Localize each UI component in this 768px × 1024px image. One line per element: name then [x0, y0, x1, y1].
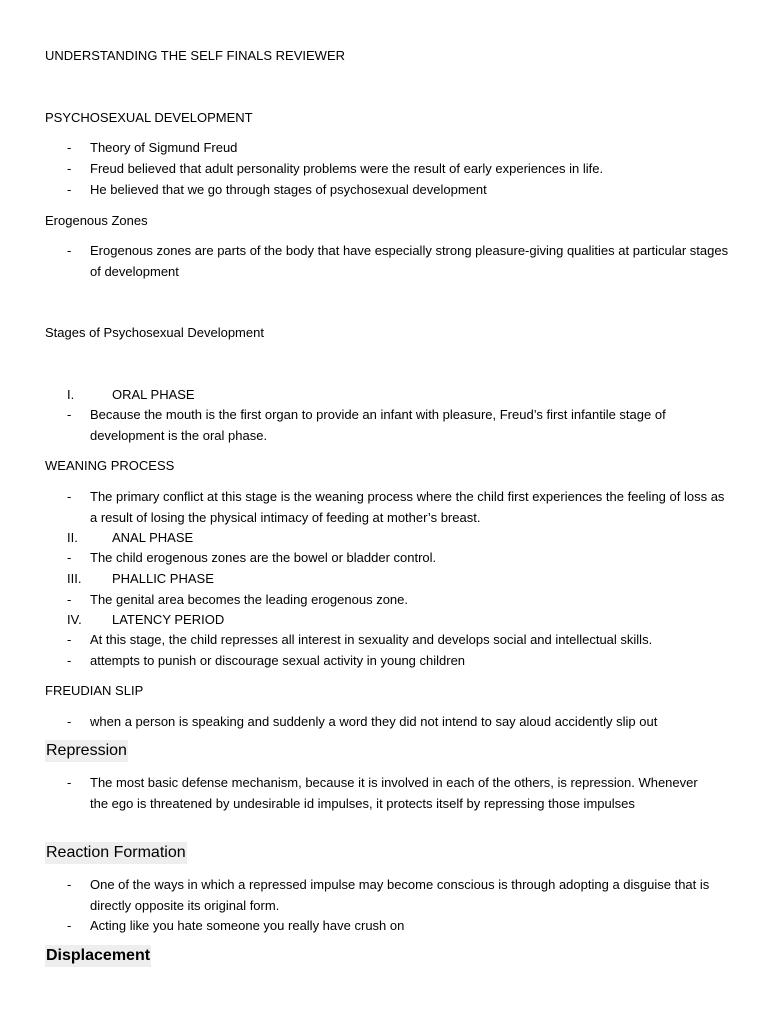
bullet-text: At this stage, the child represses all interest in sexuality and develops social and intellectual skills.	[90, 632, 653, 647]
bullet-dash: -	[67, 714, 72, 729]
bullet-dash: -	[67, 161, 72, 176]
phase-name-phallic: PHALLIC PHASE	[112, 571, 214, 586]
bullet-text: Theory of Sigmund Freud	[90, 140, 238, 155]
section-heading-stages: Stages of Psychosexual Development	[45, 325, 264, 340]
phase-numeral: II.	[67, 530, 78, 545]
bullet-dash: -	[67, 243, 72, 258]
section-heading-reaction-formation: Reaction Formation	[45, 842, 187, 864]
section-heading-freudian-slip: FREUDIAN SLIP	[45, 683, 144, 698]
phase-numeral: III.	[67, 571, 82, 586]
bullet-dash: -	[67, 140, 72, 155]
section-heading-displacement: Displacement	[45, 945, 151, 967]
phase-numeral: I.	[67, 387, 75, 402]
bullet-text: He believed that we go through stages of psychosexual development	[90, 182, 487, 197]
bullet-text: Acting like you hate someone you really have crush on	[90, 918, 405, 933]
bullet-dash: -	[67, 632, 72, 647]
bullet-text: One of the ways in which a repressed impulse may become conscious is through adopting a disguise that is directly opposite its original form.	[90, 877, 710, 913]
phase-name-oral: ORAL PHASE	[112, 387, 195, 402]
phase-name-latency: LATENCY PERIOD	[112, 612, 225, 627]
bullet-text: The most basic defense mechanism, because it is involved in each of the others, is repression. Whenever the ego is threatened by undesirable id impulses, it protects itself by repressing those impulses	[90, 775, 698, 811]
section-heading-repression: Repression	[45, 740, 128, 762]
bullet-dash: -	[67, 877, 72, 892]
section-heading-psychosexual: PSYCHOSEXUAL DEVELOPMENT	[45, 110, 253, 125]
bullet-text: attempts to punish or discourage sexual activity in young children	[90, 653, 466, 668]
phase-numeral: IV.	[67, 612, 82, 627]
bullet-text: Erogenous zones are parts of the body that have especially strong pleasure-giving qualities at particular stages of development	[90, 243, 729, 279]
document-title: UNDERSTANDING THE SELF FINALS REVIEWER	[45, 48, 346, 63]
bullet-text: Because the mouth is the first organ to provide an infant with pleasure, Freud’s first infantile stage of development is the oral phase.	[90, 407, 666, 443]
bullet-dash: -	[67, 550, 72, 565]
bullet-dash: -	[67, 918, 72, 933]
bullet-dash: -	[67, 407, 72, 422]
bullet-dash: -	[67, 489, 72, 504]
section-heading-erogenous-zones: Erogenous Zones	[45, 213, 148, 228]
bullet-dash: -	[67, 182, 72, 197]
bullet-dash: -	[67, 592, 72, 607]
phase-name-anal: ANAL PHASE	[112, 530, 194, 545]
bullet-text: The child erogenous zones are the bowel or bladder control.	[90, 550, 437, 565]
bullet-dash: -	[67, 653, 72, 668]
subheading-weaning-process: WEANING PROCESS	[45, 458, 175, 473]
bullet-text: The primary conflict at this stage is the weaning process where the child first experiences the feeling of loss as a result of losing the physical intimacy of feeding at mother’s breast.	[90, 489, 725, 525]
bullet-dash: -	[67, 775, 72, 790]
bullet-text: Freud believed that adult personality problems were the result of early experiences in life.	[90, 161, 604, 176]
bullet-text: The genital area becomes the leading erogenous zone.	[90, 592, 408, 607]
bullet-text: when a person is speaking and suddenly a word they did not intend to say aloud accidently slip out	[90, 714, 658, 729]
